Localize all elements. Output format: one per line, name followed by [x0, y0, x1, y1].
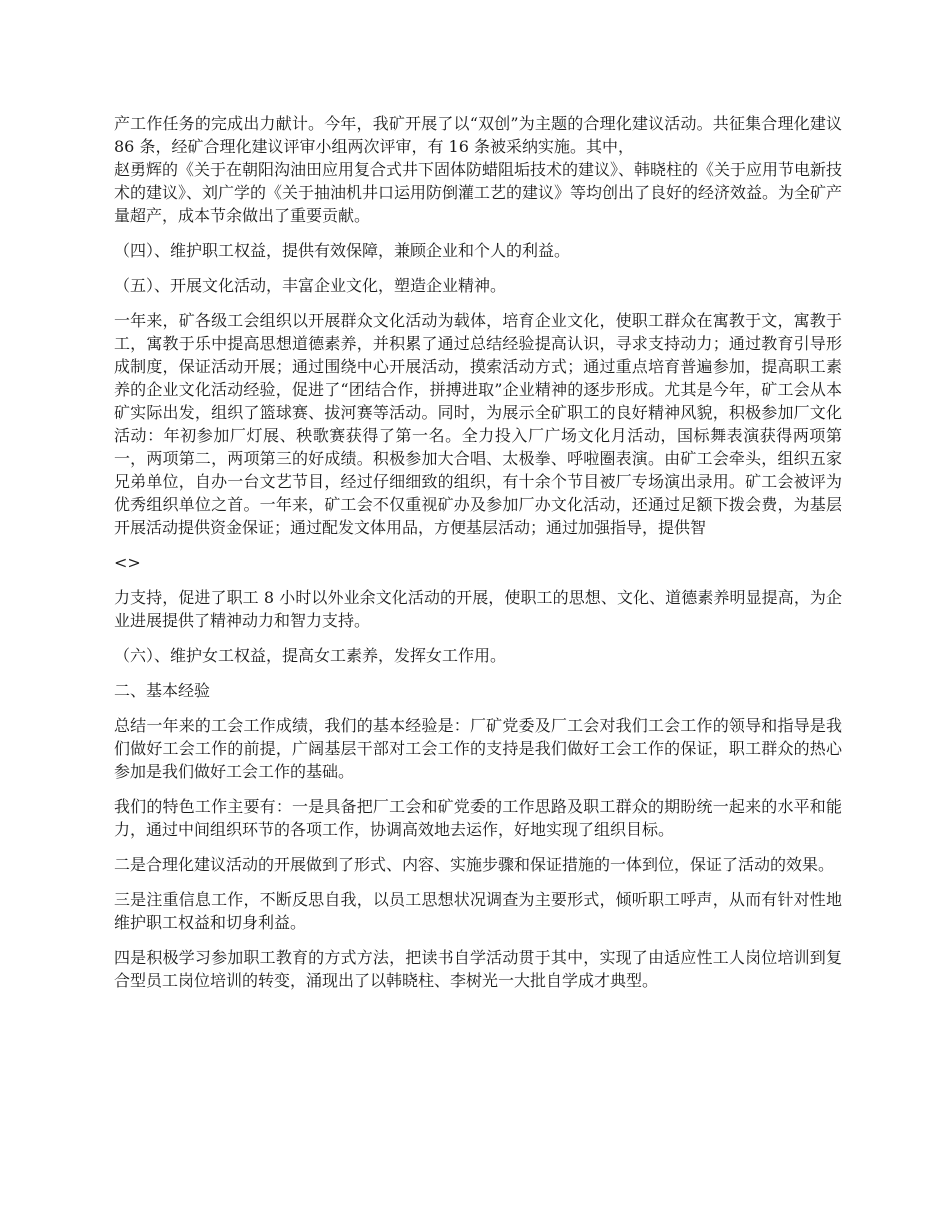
paragraph-suggestion-activity: 产工作任务的完成出力献计。今年，我矿开展了以“双创”为主题的合理化建议活动。共征集合理化建议 86 条，经矿合理化建议评审小组两次评审，有 16 条被采纳实施。其中， 赵勇辉的《关于在朝阳沟油田应用复合式井下固体防蜡阻垢技术的建议》、韩晓柱的《关于应用节电新技术的建议》、刘广学的《关于抽油机井口运用防倒灌工艺的建议》等均创出了良好的经济效益。为全矿产量超产，成本节余做出了重要贡献。: [114, 114, 843, 225]
paragraph-feature-four: 四是积极学习参加职工教育的方式方法，把读书自学活动贯于其中，实现了由适应性工人岗位培训到复合型员工岗位培训的转变，涌现出了以韩晓柱、李树光一大批自学成才典型。: [114, 948, 842, 990]
paragraph-feature-one: 我们的特色工作主要有：一是具备把厂工会和矿党委的工作思路及职工群众的期盼统一起来的水平和能力，通过中间组织环节的各项工作，协调高效地去运作，好地实现了组织目标。: [114, 797, 842, 839]
paragraph-culture-activities: 一年来，矿各级工会组织以开展群众文化活动为载体，培育企业文化，使职工群众在寓教于文，寓教于工，寓教于乐中提高思想道德素养，并积累了通过总结经验提高认识，寻求支持动力；通过教育引导形成制度，保证活动开展；通过围绕中心开展活动，摸索活动方式；通过重点培育普遍参加，提高职工素养的企业文化活动经验，促进了“团结合作，拼搏进取”企业精神的逐步形成。尤其是今年，矿工会从本矿实际出发，组织了篮球赛、拔河赛等活动。同时，为展示全矿职工的良好精神风貌，积极参加厂文化活动：年初参加厂灯展、秧歌赛获得了第一名。全力投入厂广场文化月活动，国标舞表演获得两项第一，两项第二，两项第三的好成绩。积极参加大合唱、太极拳、呼啦圈表演。由矿工会牵头，组织五家兄弟单位，自办一台文艺节目，经过仔细细致的组织，有十余个节目被厂专场演出录用。矿工会被评为优秀组织单位之首。一年来，矿工会不仅重视矿办及参加厂办文化活动，还通过足额下拨会费，为基层开展活动提供资金保证；通过配发文体用品，方便基层活动；通过加强指导，提供智: [114, 311, 842, 537]
page-break-marker: <>: [114, 553, 141, 572]
heading-basic-experience: 二、基本经验: [114, 681, 211, 700]
paragraph-culture-continued: 力支持，促进了职工 8 小时以外业余文化活动的开展，使职工的思想、文化、道德素养明显提高，为企业进展提供了精神动力和智力支持。: [114, 588, 842, 630]
heading-section-five: （五）、开展文化活动，丰富企业文化，塑造企业精神。: [114, 276, 507, 295]
paragraph-experience-summary: 总结一年来的工会工作成绩，我们的基本经验是：厂矿党委及厂工会对我们工会工作的领导和指导是我们做好工会工作的前提，广阔基层干部对工会工作的支持是我们做好工会工作的保证，职工群众的热心参加是我们做好工会工作的基础。: [114, 716, 842, 781]
paragraph-feature-three: 三是注重信息工作，不断反思自我，以员工思想状况调查为主要形式，倾听职工呼声，从而有针对性地维护职工权益和切身利益。: [114, 890, 842, 932]
heading-section-six: （六）、维护女工权益，提高女工素养，发挥女工作用。: [114, 646, 507, 665]
document-body: [114, 112, 842, 1004]
paragraph-feature-two: 二是合理化建议活动的开展做到了形式、内容、实施步骤和保证措施的一体到位，保证了活动的效果。: [114, 855, 835, 874]
heading-section-four: （四）、维护职工权益，提供有效保障，兼顾企业和个人的利益。: [114, 241, 571, 260]
